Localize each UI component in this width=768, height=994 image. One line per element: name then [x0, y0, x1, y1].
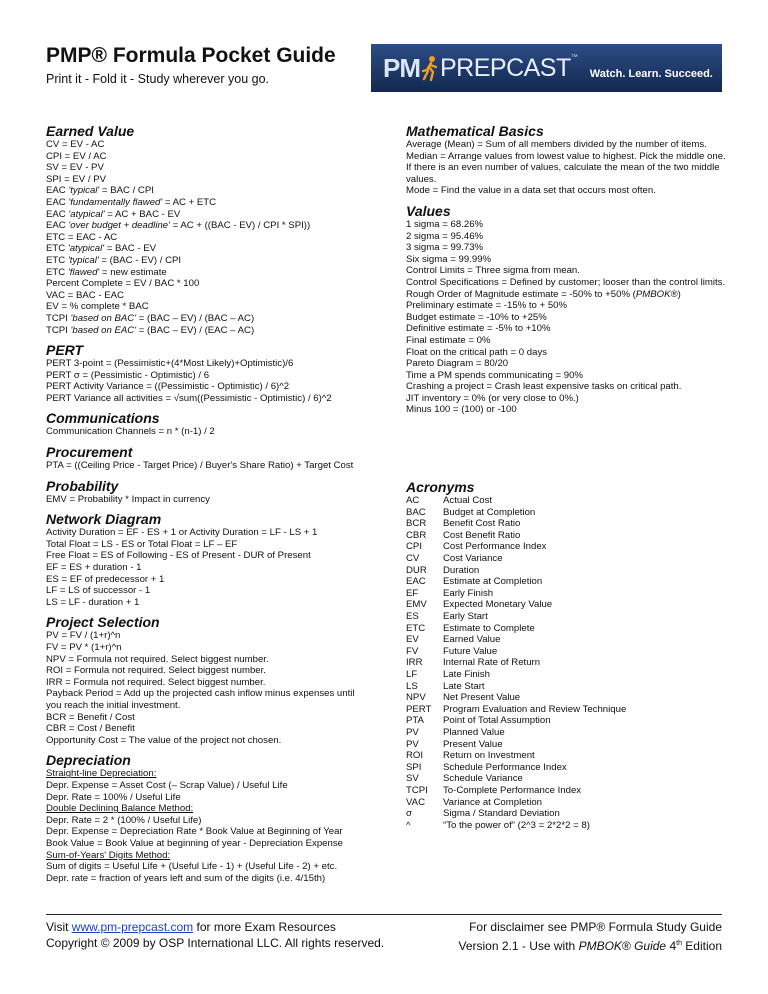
logo-pm-text: PM: [383, 52, 420, 83]
formula-line: SPI = EV / PV: [46, 173, 106, 185]
formula-line: SV = EV - PV: [46, 162, 104, 174]
formula-line: CV = EV - AC: [46, 139, 105, 150]
acronym-meaning: Schedule Performance Index: [443, 761, 567, 773]
acronym-abbr: ETC: [406, 622, 426, 634]
formula-line: 1 sigma = 68.26%: [406, 218, 484, 230]
formula-line: Budget estimate = -10% to +25%: [406, 311, 547, 323]
procurement-section: [46, 444, 366, 472]
method-title: Straight-line Depreciation:: [46, 768, 157, 780]
depreciation-section: [46, 752, 366, 884]
formula-line: Activity Duration = EF - ES + 1 or Activity Duration = LF - LS + 1: [46, 527, 318, 539]
formula-line: Depr. Rate = 2 * (100% / Useful Life): [46, 814, 202, 826]
acronym-abbr: PV: [406, 738, 419, 750]
footer-left: [46, 920, 384, 951]
formula-line: 3 sigma = 99.73%: [406, 242, 484, 254]
footer-divider: [46, 914, 722, 915]
acronym-meaning: Duration: [443, 564, 480, 576]
formula-line: Time a PM spends communicating = 90%: [406, 369, 583, 381]
formula-line: IRR = Formula not required. Select biggest number.: [46, 676, 266, 688]
depreciation-heading: Depreciation: [46, 752, 131, 769]
earned-value-heading: Earned Value: [46, 123, 135, 139]
formula-line: ETC 'atypical' = BAC - EV: [46, 243, 157, 255]
formula-line: EAC 'typical' = BAC / CPI: [46, 185, 154, 197]
acronym-meaning: “To the power of” (2^3 = 2*2*2 = 8): [443, 819, 590, 831]
formula-line: Crashing a project = Crash least expensive tasks on critical path.: [406, 381, 682, 393]
project-selection-heading: Project Selection: [46, 614, 160, 631]
acronym-meaning: Point of Total Assumption: [443, 715, 551, 727]
acronym-meaning: Expected Monetary Value: [443, 599, 553, 611]
probability-heading: Probability: [46, 477, 119, 494]
formula-line: Final estimate = 0%: [406, 334, 491, 346]
footer-disclaimer: For disclaimer see PMP® Formula Study Guide: [469, 920, 722, 934]
logo-prepcast-text: PREPCAST: [440, 53, 571, 82]
acronym-abbr: LS: [406, 680, 418, 692]
acronym-meaning: Variance at Completion: [443, 796, 543, 808]
acronym-meaning: Present Value: [443, 738, 503, 750]
acronym-meaning: Future Value: [443, 645, 498, 657]
formula-line: Six sigma = 99.99%: [406, 253, 492, 265]
formula-line: Communication Channels = n * (n-1) / 2: [46, 426, 215, 438]
formula-line: LF = LS of successor - 1: [46, 585, 151, 597]
acronym-abbr: IRR: [406, 657, 423, 669]
formula-line: Percent Complete = EV / BAC * 100: [46, 278, 200, 290]
formula-line: Preliminary estimate = -15% to + 50%: [406, 300, 568, 312]
acronym-meaning: Earned Value: [443, 634, 501, 646]
acronym-abbr: DUR: [406, 564, 427, 576]
acronym-meaning: Cost Variance: [443, 553, 503, 565]
formula-line: CPI = EV / AC: [46, 150, 107, 162]
acronyms-heading: Acronyms: [406, 479, 475, 496]
communications-heading: Communications: [46, 410, 160, 427]
acronym-meaning: Late Start: [443, 680, 485, 692]
values-heading: Values: [406, 202, 451, 219]
acronym-abbr: TCPI: [406, 784, 428, 796]
pm-prepcast-logo: [371, 44, 722, 92]
values-section: [406, 203, 726, 416]
acronym-abbr: σ: [406, 808, 412, 820]
page-subtitle: Print it - Fold it - Study wherever you go.: [46, 72, 270, 86]
project-selection-section: [46, 614, 366, 746]
footer-visit-line: Visit www.pm-prepcast.com for more Exam Resources: [46, 920, 336, 934]
acronym-abbr: CBR: [406, 529, 427, 541]
formula-line: Depr. Expense = Depreciation Rate * Book Value at Beginning of Year: [46, 826, 343, 838]
acronym-meaning: Early Start: [443, 611, 488, 622]
math-basics-section: [406, 123, 726, 197]
formula-line: ES = EF of predecessor + 1: [46, 573, 165, 585]
formula-line: NPV = Formula not required. Select biggest number.: [46, 653, 269, 665]
formula-line: PERT Activity Variance = ((Pessimistic - Optimistic) / 6)^2: [46, 381, 290, 393]
formula-line: EMV = Probability * Impact in currency: [46, 493, 210, 505]
method-title: Double Declining Balance Method:: [46, 803, 194, 815]
formula-line: PERT σ = (Pessimistic - Optimistic) / 6: [46, 369, 210, 381]
formula-line: Pareto Diagram = 80/20: [406, 358, 509, 370]
formula-line: Average (Mean) = Sum of all members divided by the number of items.: [406, 139, 707, 150]
formula-line: Sum of digits = Useful Life + (Useful Life - 1) + (Useful Life - 2) + etc.: [46, 861, 338, 873]
formula-line: LS = LF - duration + 1: [46, 596, 140, 608]
acronym-meaning: Benefit Cost Ratio: [443, 518, 521, 530]
acronym-meaning: Internal Rate of Return: [443, 657, 541, 669]
acronym-abbr: EMV: [406, 599, 427, 611]
acronym-abbr: FV: [406, 645, 419, 657]
pert-heading: PERT: [46, 342, 84, 359]
acronym-abbr: EV: [406, 634, 419, 646]
formula-line: Float on the critical path = 0 days: [406, 346, 548, 358]
formula-line: VAC = BAC - EAC: [46, 289, 124, 301]
formula-line: Control Specifications = Defined by customer; looser than the control limits.: [406, 276, 726, 288]
acronym-meaning: Planned Value: [443, 726, 505, 738]
acronym-abbr: CPI: [406, 541, 422, 553]
formula-line: ETC 'flawed' = new estimate: [46, 266, 167, 278]
communications-section: [46, 410, 366, 438]
acronym-meaning: Estimate at Completion: [443, 576, 543, 588]
acronym-abbr: ^: [406, 819, 411, 831]
acronym-meaning: Sigma / Standard Deviation: [443, 808, 560, 820]
acronym-abbr: AC: [406, 495, 420, 507]
acronym-abbr: PTA: [406, 715, 424, 727]
formula-line: TCPI 'based on BAC' = (BAC – EV) / (BAC – AC): [46, 312, 255, 324]
formula-line: Definitive estimate = -5% to +10%: [406, 323, 551, 335]
acronym-abbr: SPI: [406, 761, 422, 773]
formula-line: JIT inventory = 0% (or very close to 0%.): [406, 392, 579, 404]
right-column: [406, 123, 726, 837]
acronym-meaning: Estimate to Complete: [443, 622, 535, 634]
formula-line: ROI = Formula not required. Select biggest number.: [46, 665, 266, 677]
acronym-meaning: Program Evaluation and Review Technique: [443, 703, 627, 715]
formula-line: Mode = Find the value in a data set that occurs most often.: [406, 185, 656, 197]
formula-line: ETC = EAC - AC: [46, 231, 118, 243]
formula-line: TCPI 'based on EAC' = (BAC – EV) / (EAC – AC): [46, 324, 255, 336]
footer-version: Version 2.1 - Use with PMBOK® Guide 4th Edition: [458, 938, 722, 953]
formula-line: Depr. rate = fraction of years left and sum of the digits (i.e. 4/15th): [46, 872, 326, 884]
formula-line: Rough Order of Magnitude estimate = -50% to +50% (PMBOK®): [406, 288, 681, 300]
formula-line: EV = % complete * BAC: [46, 301, 149, 313]
runner-icon: [421, 55, 439, 81]
acronym-abbr: BAC: [406, 506, 426, 518]
formula-line: EAC 'over budget + deadline' = AC + ((BAC - EV) / CPI * SPI)): [46, 220, 311, 232]
acronym-abbr: LF: [406, 668, 418, 680]
formula-line: Free Float = ES of Following - ES of Present - DUR of Present: [46, 550, 311, 562]
acronyms-section: [406, 479, 726, 831]
left-column: [46, 123, 366, 890]
formula-line: CBR = Cost / Benefit: [46, 723, 135, 735]
formula-line: Opportunity Cost = The value of the project not chosen.: [46, 734, 282, 746]
page-title: PMP® Formula Pocket Guide: [46, 44, 336, 67]
acronym-list: [406, 495, 726, 831]
network-diagram-section: [46, 511, 366, 608]
acronym-abbr: CV: [406, 553, 420, 565]
acronym-abbr: SV: [406, 773, 419, 785]
formula-line: PERT Variance all activities = √sum((Pessimistic - Optimistic) / 6)^2: [46, 392, 332, 404]
acronym-meaning: Actual Cost: [443, 495, 493, 507]
formula-line: Depr. Rate = 100% / Useful Life: [46, 791, 181, 803]
acronym-meaning: Late Finish: [443, 668, 490, 680]
website-link[interactable]: www.pm-prepcast.com: [71, 920, 194, 934]
acronym-abbr: EF: [406, 587, 419, 599]
acronym-abbr: PERT: [406, 703, 432, 715]
acronym-abbr: VAC: [406, 796, 426, 808]
acronym-meaning: Budget at Completion: [443, 506, 536, 518]
acronym-meaning: Cost Performance Index: [443, 541, 547, 553]
acronym-meaning: Return on Investment: [443, 750, 535, 762]
acronym-meaning: Cost Benefit Ratio: [443, 529, 521, 541]
formula-line: Minus 100 = (100) or -100: [406, 404, 517, 416]
formula-line: 2 sigma = 95.46%: [406, 230, 484, 242]
logo-tagline: Watch. Learn. Succeed.: [589, 68, 713, 80]
acronym-meaning: To-Complete Performance Index: [443, 784, 582, 796]
acronym-abbr: BCR: [406, 518, 427, 530]
logo-trademark: ™: [570, 54, 578, 61]
formula-line: EF = ES + duration - 1: [46, 562, 142, 574]
formula-line: Depr. Expense = Asset Cost (– Scrap Value) / Useful Life: [46, 779, 288, 791]
formula-line: FV = PV * (1+r)^n: [46, 642, 122, 653]
formula-line: BCR = Benefit / Cost: [46, 711, 135, 723]
formula-line: ETC 'typical' = (BAC - EV) / CPI: [46, 254, 182, 266]
formula-line: Book Value = Book Value at beginning of year - Depreciation Expense: [46, 837, 343, 849]
acronym-meaning: Net Present Value: [443, 692, 521, 704]
formula-line: Control Limits = Three sigma from mean.: [406, 265, 580, 277]
acronym-abbr: PV: [406, 726, 419, 738]
formula-line: Median = Arrange values from lowest value to highest. Pick the middle one. If there is an even number of values, calculate the mean of the two middle values.: [406, 150, 726, 185]
network-diagram-heading: Network Diagram: [46, 511, 162, 528]
footer-copyright: Copyright © 2009 by OSP International LLC. All rights reserved.: [46, 935, 385, 950]
pert-section: [46, 342, 366, 404]
formula-line: Total Float = LS - ES or Total Float = LF – EF: [46, 538, 238, 550]
acronym-abbr: ES: [406, 611, 419, 622]
acronym-abbr: EAC: [406, 576, 426, 588]
footer-right: [459, 920, 723, 954]
probability-section: [46, 478, 366, 506]
method-title: Sum-of-Years' Digits Method:: [46, 849, 171, 861]
formula-line: PV = FV / (1+r)^n: [46, 630, 121, 642]
acronym-abbr: ROI: [406, 750, 424, 762]
formula-line: PERT 3-point = (Pessimistic+(4*Most Likely)+Optimistic)/6: [46, 358, 294, 370]
formula-line: Payback Period = Add up the projected cash inflow minus expenses until you reach the initial investment.: [46, 688, 355, 711]
formula-line: PTA = ((Ceiling Price - Target Price) / Buyer's Share Ratio) + Target Cost: [46, 460, 354, 472]
formula-line: EAC 'fundamentally flawed' = AC + ETC: [46, 196, 217, 208]
acronym-meaning: Early Finish: [443, 587, 494, 599]
earned-value-section: [46, 123, 366, 336]
math-basics-heading: Mathematical Basics: [406, 123, 544, 139]
acronym-abbr: NPV: [406, 692, 426, 704]
formula-line: EAC 'atypical' = AC + BAC - EV: [46, 208, 181, 220]
acronym-meaning: Schedule Variance: [443, 773, 523, 785]
procurement-heading: Procurement: [46, 444, 133, 461]
